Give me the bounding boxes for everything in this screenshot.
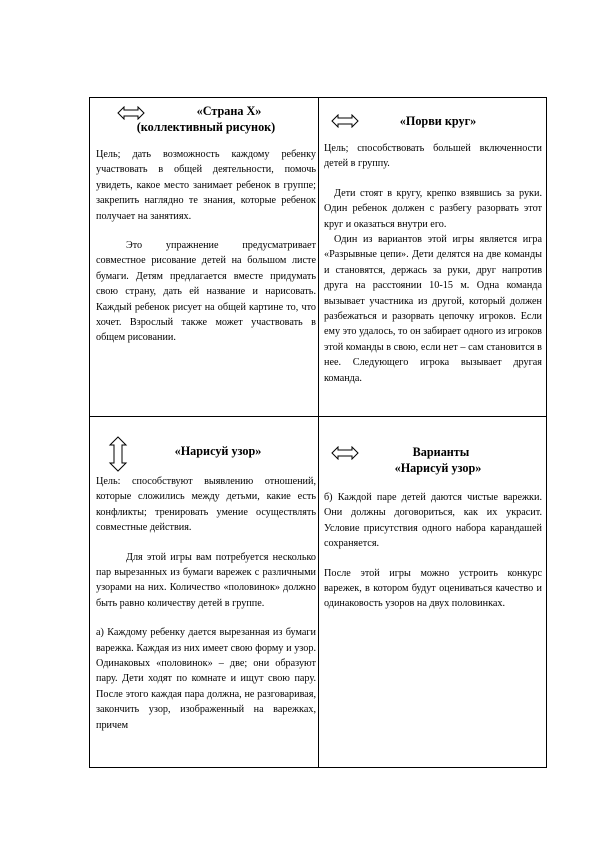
card-variant-b: б) Каждой паре детей даются чистые варежки. Они должны договориться, как их украсит. Условие присутствия одного набора карандашей сохраняется. [324,492,542,550]
card-subtitle: (коллективный рисунок) [136,120,276,134]
table-divider-vertical [318,97,319,768]
table-border-bottom [89,767,547,768]
card-variants-narisuy-uzor [324,444,542,612]
card-title: «Нарисуй узор» [174,444,262,458]
card-description: Для этой игры вам потребуется несколько пар вырезанных из бумаги варежек с различными узорами на них. Количество «половинок» должно быть равно количеству детей в группе. [96,551,316,609]
card-variant-description: Один из вариантов этой игры является игра «Разрывные цепи». Дети делятся на две команды и становятся, держась за руки, друг напротив друга на расстоянии 10-15 м. Одна команда вызывает участника из другой, который должен разбежаться и разорвать цепочку игроков. Если ему это удалось, то он забирает одного из игроков этой команды в свою, если нет – сам становится в нее. Следующего игрока вызывает другая команда. [324,234,542,384]
card-subtitle: «Нарисуй узор» [394,461,482,475]
table-border-right [546,97,547,768]
table-border-left [89,97,90,768]
card-porvi-krug [324,113,542,386]
card-goal: Цель: способствуют выявлению отношений, которые сложились между детьми, какие есть конфликты; тренировать умение осуществлять совместные действия. [96,476,316,534]
table-divider-horizontal [89,416,547,417]
card-goal: Цель; дать возможность каждому ребенку участвовать в общей деятельности, помочь увидеть, какое место занимает ребенок в группе; закрепить наглядно те знания, которые ребенок получает на занятиях. [96,149,316,222]
card-title: «Порви круг» [399,114,477,128]
card-strana-x [96,103,316,346]
card-title: Варианты [412,445,470,459]
table-border-top [89,97,547,98]
card-goal: Цель; способствовать большей включенности детей в группу. [324,143,542,170]
card-description: Дети стоят в кругу, крепко взявшись за руки. Один ребенок должен с разбегу разорвать этот круг и оказаться внутри его. [324,187,542,230]
card-variant-a: а) Каждому ребенку дается вырезанная из бумаги варежка. Каждая из них имеет свою форму и узор. Одинаковых «половинок» – две; они образуют пару. Дети ходят по комнате и ищут свою пару. После этого каждая пара должна, не разговаривая, закончить узор, изображенный на варежках, причем [96,627,316,731]
card-description: Это упражнение предусматривает совместное рисование детей на большом листе бумаги. Детям предлагается вместе придумать свою страну, дать ей название и нарисовать. Каждый ребенок рисует на общей картине то, что хочет. Взрослый также может участвовать в общем рисовании. [96,240,316,344]
card-contest-description: После этой игры можно устроить конкурс варежек, в котором будут оцениваться качество и одинаковость узоров на двух половинках. [324,567,542,610]
card-narisuy-uzor [96,443,316,733]
card-title: «Страна Х» [196,104,262,118]
